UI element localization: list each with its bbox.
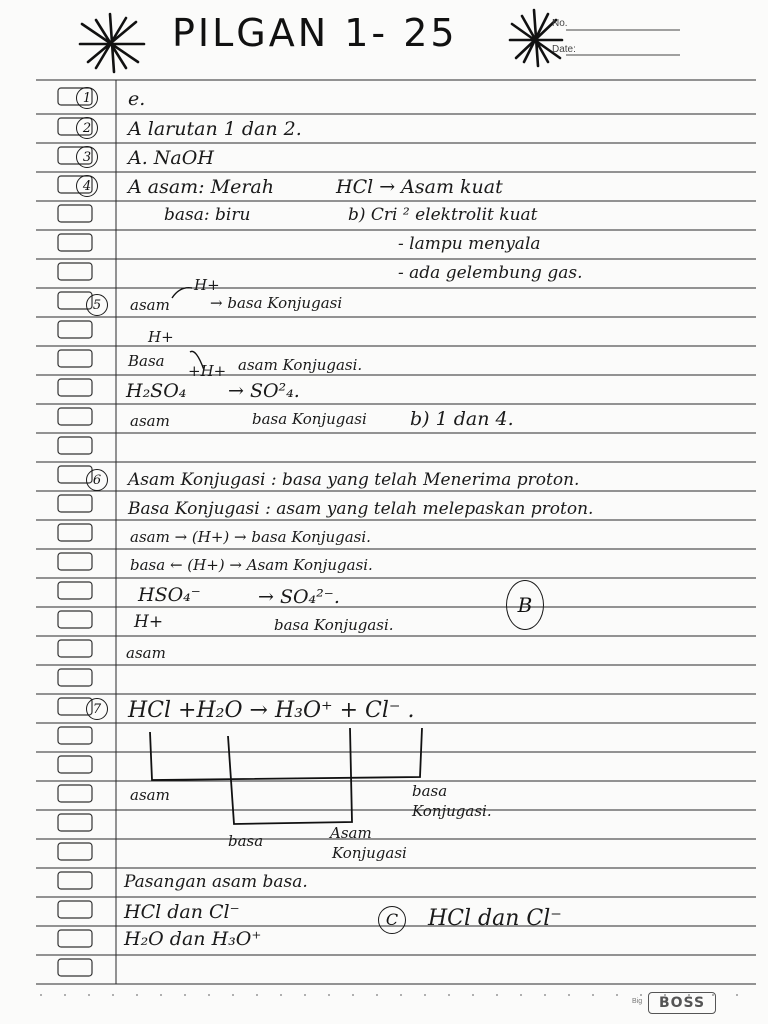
scribble-star-left <box>80 14 144 72</box>
answer-line-4f: - ada gelembung gas. <box>398 263 583 283</box>
answer-line-1: e. <box>128 88 146 110</box>
answer-line-7b: Pasangan asam basa. <box>124 872 308 892</box>
logo-prefix: Big <box>632 998 643 1005</box>
answer-line-5a: → basa Konjugasi <box>210 294 343 312</box>
answer-line-5c: asam Konjugasi. <box>238 356 363 374</box>
answer-line-5a-pre: asam <box>130 296 170 314</box>
answer-line-4e: - lampu menyala <box>398 234 541 254</box>
answer-line-4b: HCl → Asam kuat <box>336 176 503 198</box>
no-label: No. <box>552 18 568 29</box>
answer-line-5e3: b) 1 dan 4. <box>410 408 514 430</box>
answer-line-7c: HCl dan Cl⁻ <box>124 901 240 923</box>
answer-text-7: HCl dan Cl⁻ <box>428 906 562 931</box>
answer-line-5b: H+ <box>148 328 174 346</box>
question-number-5: 5 <box>86 294 108 316</box>
answer-line-4a: A asam: Merah <box>128 176 274 198</box>
answer-line-6g: asam <box>126 644 166 662</box>
answer-line-5e2: basa Konjugasi <box>252 410 367 428</box>
answer-line-7d: H₂O dan H₃O⁺ <box>124 928 262 950</box>
answer-line-6f2: basa Konjugasi. <box>274 616 394 634</box>
answer-line-7a: HCl +H₂O → H₃O⁺ + Cl⁻ . <box>128 698 415 723</box>
answer-line-6b: Basa Konjugasi : asam yang telah melepaskan proton. <box>128 499 594 519</box>
question-number-4: 4 <box>76 175 98 197</box>
date-label: Date: <box>552 44 576 55</box>
answer-line-6d: basa ← (H+) → Asam Konjugasi. <box>130 556 373 574</box>
label-basa-konjugasi-1: basa <box>412 782 448 800</box>
label-basa: basa <box>228 832 264 850</box>
answer-line-6e2: → SO₄²⁻. <box>258 586 340 608</box>
answer-line-5c-pre: Basa <box>128 352 165 370</box>
brand-logo: BOSS <box>648 992 716 1014</box>
answer-line-5d2: → SO²₄. <box>228 380 300 402</box>
question-number-2: 2 <box>76 117 98 139</box>
answer-line-2: A larutan 1 dan 2. <box>128 118 302 140</box>
question-number-1: 1 <box>76 87 98 109</box>
answer-line-3: A. NaOH <box>128 147 214 169</box>
answer-line-6c: asam → (H+) → basa Konjugasi. <box>130 528 371 546</box>
answer-line-5a-h: H+ <box>194 276 220 294</box>
answer-circle-6: B <box>506 580 544 630</box>
answer-line-5c-h: +H+ <box>188 362 227 380</box>
answer-line-5e: asam <box>130 412 170 430</box>
page-title: PILGAN 1- 25 <box>172 11 458 55</box>
question-number-7: 7 <box>86 698 108 720</box>
question-number-6: 6 <box>86 469 108 491</box>
answer-line-6a: Asam Konjugasi : basa yang telah Menerima proton. <box>128 470 580 490</box>
answer-line-6e: HSO₄⁻ <box>138 584 201 606</box>
answer-line-5d: H₂SO₄ <box>126 380 187 402</box>
label-asam-konjugasi-2: Konjugasi <box>332 844 407 862</box>
answer-circle-7: C <box>378 906 406 934</box>
label-asam: asam <box>130 786 170 804</box>
question-number-3: 3 <box>76 146 98 168</box>
answer-line-4c: basa: biru <box>164 205 251 225</box>
label-asam-konjugasi-1: Asam <box>330 824 372 842</box>
answer-line-4d: b) Cri ² elektrolit kuat <box>348 205 538 225</box>
label-basa-konjugasi-2: Konjugasi. <box>412 802 492 820</box>
answer-line-6f: H+ <box>134 612 164 632</box>
